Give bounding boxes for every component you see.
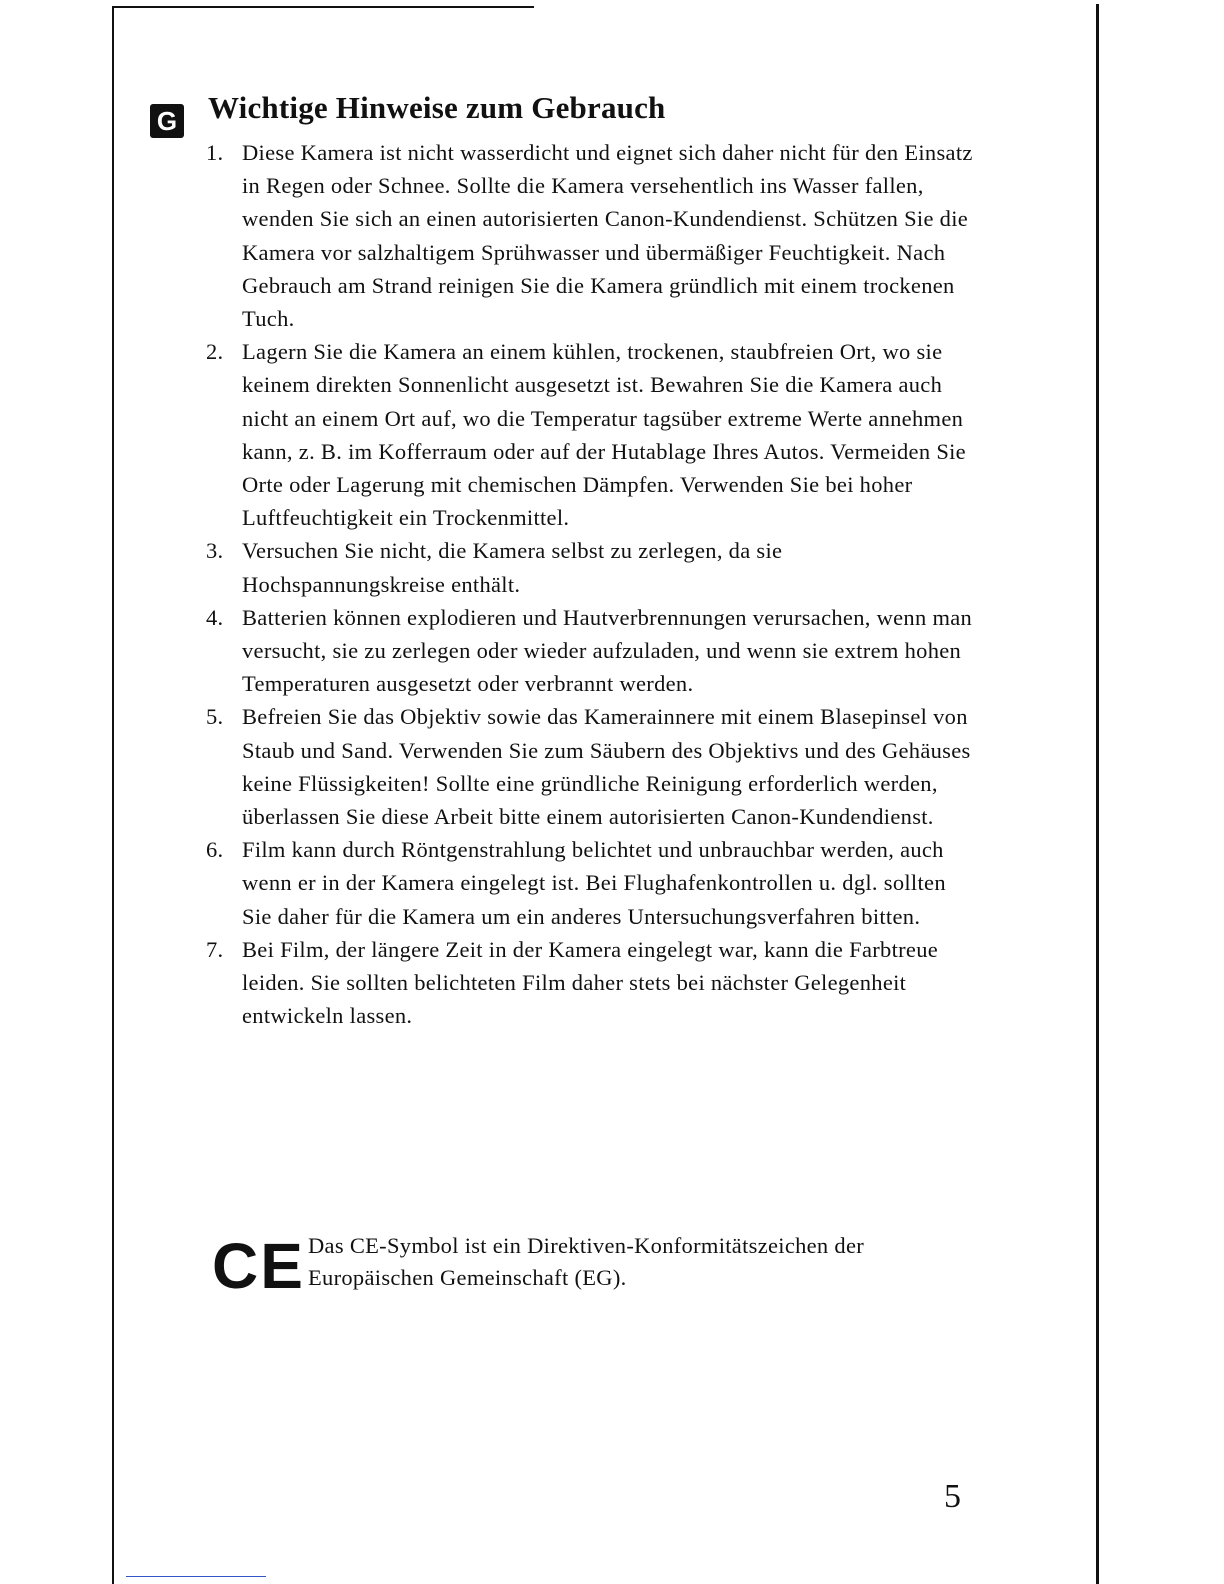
scan-border-left bbox=[112, 6, 114, 1584]
language-badge: G bbox=[150, 104, 184, 138]
list-item bbox=[206, 700, 976, 833]
item-number: 4. bbox=[206, 604, 224, 630]
scan-border-right bbox=[1096, 4, 1099, 1584]
list-item bbox=[206, 534, 976, 600]
list-item bbox=[206, 933, 976, 1033]
item-text: Lagern Sie die Kamera an einem kühlen, trockenen, staubfreien Ort, wo sie keinem direkten Sonnenlicht ausgesetzt ist. Bewahren Sie die Kamera auch nicht an einem Ort auf, wo die Temperatur tagsüber extreme Werte annehmen kann, z. B. im Kofferraum oder auf der Hutablage Ihres Autos. Vermeiden Sie Orte oder Lagerung mit chemischen Dämpfen. Verwenden Sie bei hoher Luftfeuchtigkeit ein Trockenmittel. bbox=[242, 339, 966, 531]
item-number: 6. bbox=[206, 837, 224, 863]
item-text: Film kann durch Röntgenstrahlung belichtet und unbrauchbar werden, auch wenn er in der Kamera eingelegt ist. Bei Flughafenkontrollen u. dgl. sollten Sie daher für die Kamera um ein anderes Untersuchungsverfahren bitten. bbox=[242, 837, 946, 929]
item-number: 2. bbox=[206, 339, 224, 365]
list-item bbox=[206, 136, 976, 335]
item-text: Versuchen Sie nicht, die Kamera selbst zu zerlegen, da sie Hochspannungskreise enthält. bbox=[242, 538, 783, 597]
item-number: 7. bbox=[206, 936, 224, 962]
list-item bbox=[206, 833, 976, 933]
item-text: Bei Film, der längere Zeit in der Kamera eingelegt war, kann die Farbtreue leiden. Sie sollten belichteten Film daher stets bei nächster Gelegenheit entwickeln lassen. bbox=[242, 936, 939, 1029]
item-number: 5. bbox=[206, 704, 224, 730]
scan-border-top bbox=[114, 6, 534, 8]
item-text: Batterien können explodieren und Hautverbrennungen verursachen, wenn man versucht, sie zu zerlegen oder wieder aufzuladen, und wenn sie extrem hohen Temperaturen ausgesetzt oder verbrannt werden. bbox=[242, 604, 973, 697]
list-item bbox=[206, 601, 976, 701]
item-number: 1. bbox=[206, 140, 224, 165]
item-number: 3. bbox=[206, 538, 224, 564]
item-text: Diese Kamera ist nicht wasserdicht und eignet sich daher nicht für den Einsatz in Regen oder Schnee. Sollte die Kamera versehentlich ins Wasser fallen, wenden Sie sich an einen autorisierten Canon-Kundendienst. Schützen Sie die Kamera vor salzhaltigem Sprühwasser und übermäßiger Feuchtigkeit. Nach Gebrauch am Strand reinigen Sie die Kamera gründlich mit einem trockenen Tuch. bbox=[242, 140, 973, 332]
ce-mark-icon: CE bbox=[212, 1230, 305, 1302]
scan-border-bottom bbox=[126, 1576, 266, 1577]
page-title: Wichtige Hinweise zum Gebrauch bbox=[208, 90, 666, 125]
notes-list bbox=[206, 136, 976, 1032]
item-text: Befreien Sie das Objektiv sowie das Kamerainnere mit einem Blasepinsel von Staub und Sand. Verwenden Sie zum Säubern des Objektivs und des Gehäuses keine Flüssigkeiten! Sollte eine gründliche Reinigung erforderlich werden, überlassen Sie diese Arbeit bitte einem autorisierten Canon-Kundendienst. bbox=[242, 704, 971, 830]
ce-notice-text: Das CE-Symbol ist ein Direktiven-Konformitätszeichen der Europäischen Gemeinschaft (EG). bbox=[308, 1233, 865, 1290]
page-number: 5 bbox=[944, 1478, 961, 1515]
list-item bbox=[206, 335, 976, 534]
